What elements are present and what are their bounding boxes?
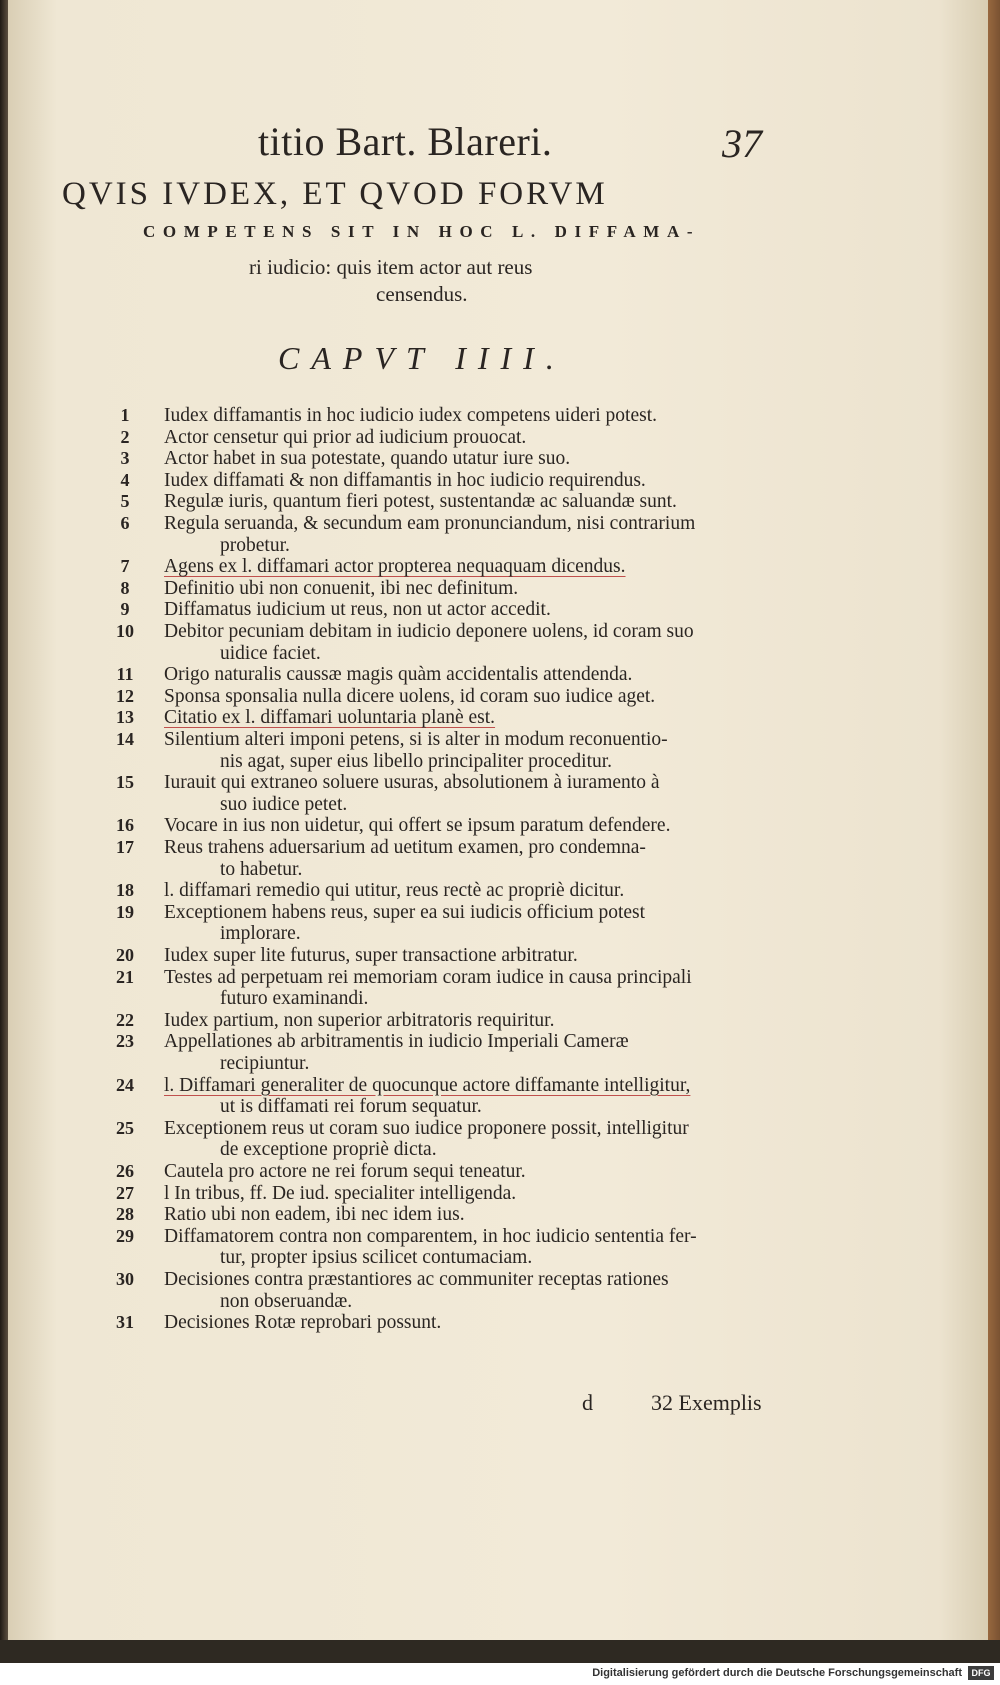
entry-text (164, 1183, 764, 1205)
entry-text (164, 470, 764, 492)
entry-text (164, 427, 764, 449)
entry-number: 4 (120, 469, 130, 490)
entry-line: Regula seruanda, & secundum eam pronunciandum, nisi contrarium (164, 513, 696, 534)
entry-line: Diffamatus iudicium ut reus, non ut actor accedit. (164, 599, 551, 621)
entry-line: Actor habet in sua potestate, quando utatur iure suo. (164, 448, 571, 470)
entry-text (164, 1269, 764, 1312)
entry-text (164, 1010, 764, 1032)
entry-number: 24 (116, 1074, 134, 1095)
entry-text (164, 1075, 764, 1118)
entry-number: 7 (120, 556, 130, 577)
entry-continuation-line: probetur. (220, 534, 290, 556)
catchword: 32 Exemplis (651, 1390, 762, 1415)
entry-text (164, 491, 764, 513)
entry-continuation-line: tur, propter ipsius scilicet contumaciam. (220, 1247, 533, 1269)
entry-text (164, 837, 764, 880)
entry-text (164, 1226, 764, 1269)
entry-text (164, 513, 764, 556)
entry-text (164, 405, 764, 427)
scan-bottom-band (0, 1640, 1000, 1663)
entry-number: 8 (120, 577, 130, 598)
entry-text (164, 880, 764, 902)
entry-number: 13 (116, 707, 134, 728)
entry-continuation-line: nis agat, super eius libello principaliter proceditur. (220, 750, 613, 772)
entry-number: 6 (120, 513, 130, 533)
entry-text (164, 729, 764, 772)
entry-line: Sponsa sponsalia nulla dicere uolens, id coram suo iudice aget. (164, 685, 656, 707)
entry-continuation-line: ut is diffamati rei forum sequatur. (220, 1096, 482, 1118)
entry-text (164, 1161, 764, 1183)
entry-number: 12 (116, 685, 134, 706)
entry-number: 3 (120, 448, 130, 469)
entry-number: 27 (116, 1182, 134, 1203)
entry-text (164, 945, 764, 967)
book-spine (0, 0, 8, 1663)
entry-number: 30 (116, 1269, 134, 1289)
entry-continuation-line: de exceptione propriè dicta. (220, 1139, 437, 1161)
entry-line: Decisiones contra præstantiores ac communiter receptas rationes (164, 1269, 669, 1290)
entry-text (164, 1031, 764, 1074)
entry-line: l In tribus, ff. De iud. specialiter intelligenda. (164, 1182, 517, 1204)
entry-number: 2 (120, 426, 130, 447)
entry-line: Regulæ iuris, quantum fieri potest, sustentandæ ac saluandæ sunt. (164, 491, 677, 513)
chapter-title-line-1: QVIS IVDEX, ET QVOD FORVM (62, 176, 608, 212)
entry-line: Iudex diffamati & non diffamantis in hoc iudicio requirendus. (164, 469, 646, 491)
entry-line: Iudex super lite futurus, super transactione arbitratur. (164, 945, 578, 966)
entry-line: Reus trahens aduersarium ad uetitum examen, pro condemna- (164, 837, 646, 858)
entry-continuation-line: suo iudice petet. (220, 793, 348, 815)
entry-line: Origo naturalis caussæ magis quàm accidentalis attendenda. (164, 664, 633, 686)
footer-bar (0, 1663, 1000, 1685)
running-head: titio Bart. Blareri. (258, 119, 553, 164)
entry-number: 16 (116, 815, 134, 836)
entry-number: 9 (120, 599, 130, 620)
entry-number: 15 (116, 772, 134, 793)
entry-number: 19 (116, 901, 134, 922)
entry-continuation-line: recipiuntur. (220, 1052, 310, 1074)
entry-number: 29 (116, 1225, 134, 1246)
entry-line: Testes ad perpetuam rei memoriam coram iudice in causa principali (164, 966, 692, 988)
entry-line: Vocare in ius non uidetur, qui offert se ipsum paratum defendere. (164, 815, 671, 837)
entry-continuation-line: implorare. (220, 923, 301, 945)
entry-number: 31 (116, 1312, 134, 1333)
entry-text (164, 902, 764, 945)
entry-number: 25 (116, 1117, 134, 1138)
dfg-logo-icon: DFG (968, 1666, 994, 1680)
entry-line: Iudex partium, non superior arbitratoris requiritur. (164, 1009, 555, 1031)
chapter-title-line-2: COMPETENS SIT IN HOC L. DIFFAMA- (143, 222, 701, 241)
entry-line: Cautela pro actore ne rei forum sequi teneatur. (164, 1161, 526, 1182)
entry-text (164, 664, 764, 686)
chapter-title-line-4: censendus. (376, 282, 468, 306)
entry-text (164, 815, 764, 837)
entry-line: Debitor pecuniam debitam in iudicio deponere uolens, id coram suo (164, 621, 694, 642)
entry-line: Definitio ubi non conuenit, ibi nec definitum. (164, 577, 519, 599)
entry-number: 1 (120, 405, 130, 425)
entry-text (164, 1118, 764, 1161)
entry-number: 20 (116, 945, 134, 965)
entry-text (164, 1312, 764, 1334)
chapter-title-line-3: ri iudicio: quis item actor aut reus (249, 255, 533, 279)
entry-text (164, 686, 764, 708)
entry-text (164, 578, 764, 600)
entry-number: 17 (116, 837, 134, 857)
signature-mark: d (582, 1390, 593, 1415)
entry-number: 18 (116, 880, 134, 901)
entry-text (164, 772, 764, 815)
entry-number: 21 (116, 966, 134, 987)
caput-heading: CAPVT IIII. (278, 340, 566, 376)
entry-line: Iurauit qui extraneo soluere usuras, absolutionem à iuramento à (164, 772, 660, 794)
entry-continuation-line: to habetur. (220, 858, 303, 880)
entry-text (164, 556, 764, 578)
entry-line: l. diffamari remedio qui utitur, reus rectè ac propriè dicitur. (164, 880, 625, 902)
entry-number: 23 (116, 1031, 134, 1052)
entry-continuation-line: futuro examinandi. (220, 988, 369, 1010)
entry-line: Silentium alteri imponi petens, si is alter in modum reconuentio- (164, 729, 668, 750)
entry-line: l. Diffamari generaliter de quocunque actore diffamante intelligitur, (164, 1074, 691, 1096)
entry-number: 22 (116, 1009, 134, 1030)
entry-number: 26 (116, 1161, 134, 1181)
entry-number: 10 (116, 621, 134, 641)
entry-line: Appellationes ab arbitramentis in iudicio Imperiali Cameræ (164, 1031, 629, 1053)
entry-line: Iudex diffamantis in hoc iudicio iudex competens uideri potest. (164, 405, 657, 426)
entry-line: Agens ex l. diffamari actor propterea nequaquam dicendus. (164, 556, 626, 578)
entry-number: 5 (120, 491, 130, 512)
entry-line: Ratio ubi non eadem, ibi nec idem ius. (164, 1204, 465, 1226)
entry-line: Actor censetur qui prior ad iudicium prouocat. (164, 426, 527, 448)
entry-text (164, 707, 764, 729)
entry-line: Exceptionem habens reus, super ea sui iudicis officium potest (164, 901, 646, 923)
entry-text (164, 621, 764, 664)
entry-number: 28 (116, 1204, 134, 1225)
entry-line: Citatio ex l. diffamari uoluntaria planè est. (164, 707, 496, 729)
entry-line: Diffamatorem contra non comparentem, in hoc iudicio sententia fer- (164, 1225, 697, 1247)
entry-continuation-line: non obseruandæ. (220, 1290, 353, 1312)
entry-text (164, 1204, 764, 1226)
entry-line: Decisiones Rotæ reprobari possunt. (164, 1312, 442, 1334)
entry-continuation-line: uidice faciet. (220, 642, 321, 664)
entry-text (164, 448, 764, 470)
page-number: 37 (722, 121, 762, 166)
entry-number: 14 (116, 729, 134, 749)
entry-text (164, 967, 764, 1010)
entry-number: 11 (116, 664, 134, 685)
footer-credit: Digitalisierung gefördert durch die Deutsche Forschungsgemeinschaft (592, 1667, 962, 1679)
entry-line: Exceptionem reus ut coram suo iudice proponere possit, intelligitur (164, 1117, 689, 1139)
entry-text (164, 599, 764, 621)
